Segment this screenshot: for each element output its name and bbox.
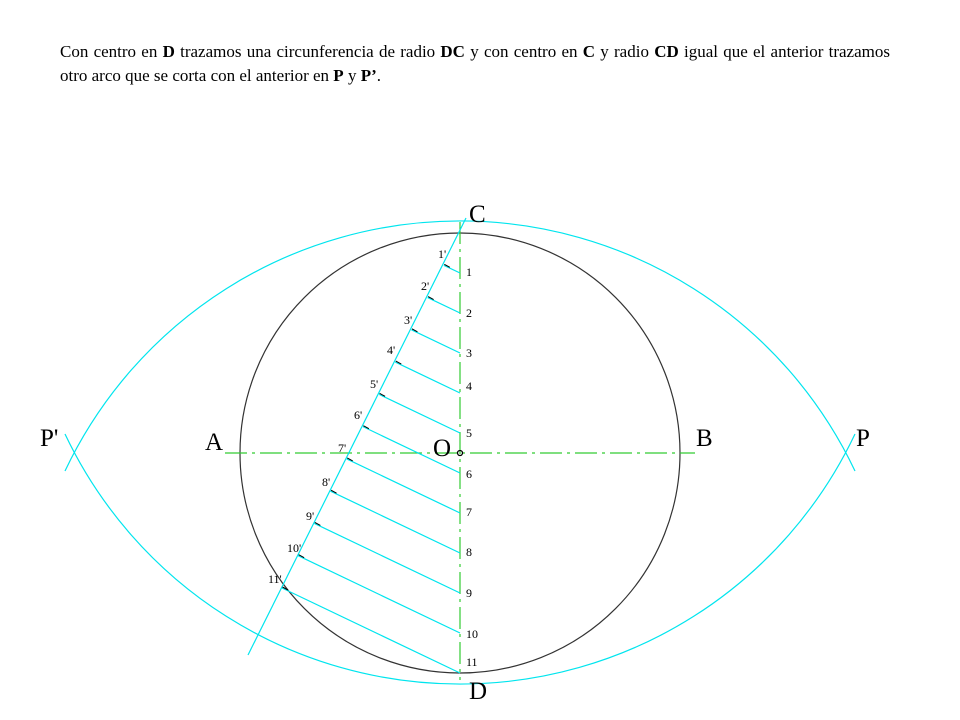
caption-bold-d: D	[162, 42, 175, 61]
label-a: A	[205, 429, 224, 456]
caption-part1: Con centro en	[60, 42, 163, 61]
line-label-3: 3'	[404, 313, 413, 327]
line-label-4: 4'	[387, 343, 396, 357]
parallel-line-5	[379, 394, 460, 433]
label-b: B	[696, 425, 713, 452]
label-o: O	[433, 435, 452, 462]
line-label-1: 1'	[438, 247, 447, 261]
division-ticks-group	[283, 264, 450, 590]
parallel-line-3	[411, 330, 460, 353]
label-d: D	[469, 678, 488, 705]
caption-part6: y	[343, 66, 361, 85]
label-p: P	[856, 425, 870, 452]
axis-label-7: 7	[466, 505, 472, 519]
axis-label-2: 2	[466, 306, 472, 320]
parallel-line-2	[428, 298, 460, 313]
parallel-line-4	[395, 362, 460, 393]
caption-bold-p: P	[333, 66, 344, 85]
oblique-division-labels	[268, 247, 446, 586]
axis-label-4: 4	[466, 379, 472, 393]
axis-label-10: 10	[466, 627, 478, 641]
caption-part5: igual que el anterior trazamos otro arco que se corta con el anterior en	[60, 42, 890, 85]
label-c: C	[469, 201, 486, 228]
caption-bold-c: C	[582, 42, 596, 61]
line-label-11: 11'	[268, 572, 282, 586]
parallel-line-1	[444, 265, 460, 273]
line-label-2: 2'	[421, 279, 430, 293]
line-label-8: 8'	[322, 475, 331, 489]
axis-label-11: 11	[466, 655, 478, 669]
line-label-10: 10'	[287, 541, 302, 555]
axis-label-5: 5	[466, 426, 472, 440]
parallel-line-7	[347, 459, 460, 513]
parallel-lines-group	[282, 265, 460, 673]
parallel-line-8	[331, 491, 460, 553]
axis-label-6: 6	[466, 467, 472, 481]
parallel-line-9	[314, 523, 460, 593]
caption-bold-cd: CD	[654, 42, 679, 61]
line-label-9: 9'	[306, 509, 315, 523]
caption-part7: .	[376, 66, 381, 85]
axis-label-1: 1	[466, 265, 472, 279]
parallel-line-10	[298, 556, 460, 633]
label-p-prime: P'	[40, 425, 59, 452]
line-label-7: 7'	[338, 441, 347, 455]
caption-part2: trazamos una circunferencia de radio	[174, 42, 441, 61]
caption-part4: y radio	[595, 42, 655, 61]
axis-division-labels	[466, 265, 478, 669]
axis-label-8: 8	[466, 545, 472, 559]
line-label-6: 6'	[354, 408, 363, 422]
caption-bold-dc: DC	[440, 42, 465, 61]
caption-bold-pprime: P’	[360, 66, 377, 85]
caption-part3: y con centro en	[464, 42, 583, 61]
axis-label-3: 3	[466, 346, 472, 360]
axis-label-9: 9	[466, 586, 472, 600]
line-label-5: 5'	[370, 377, 379, 391]
parallel-line-11	[282, 588, 460, 673]
